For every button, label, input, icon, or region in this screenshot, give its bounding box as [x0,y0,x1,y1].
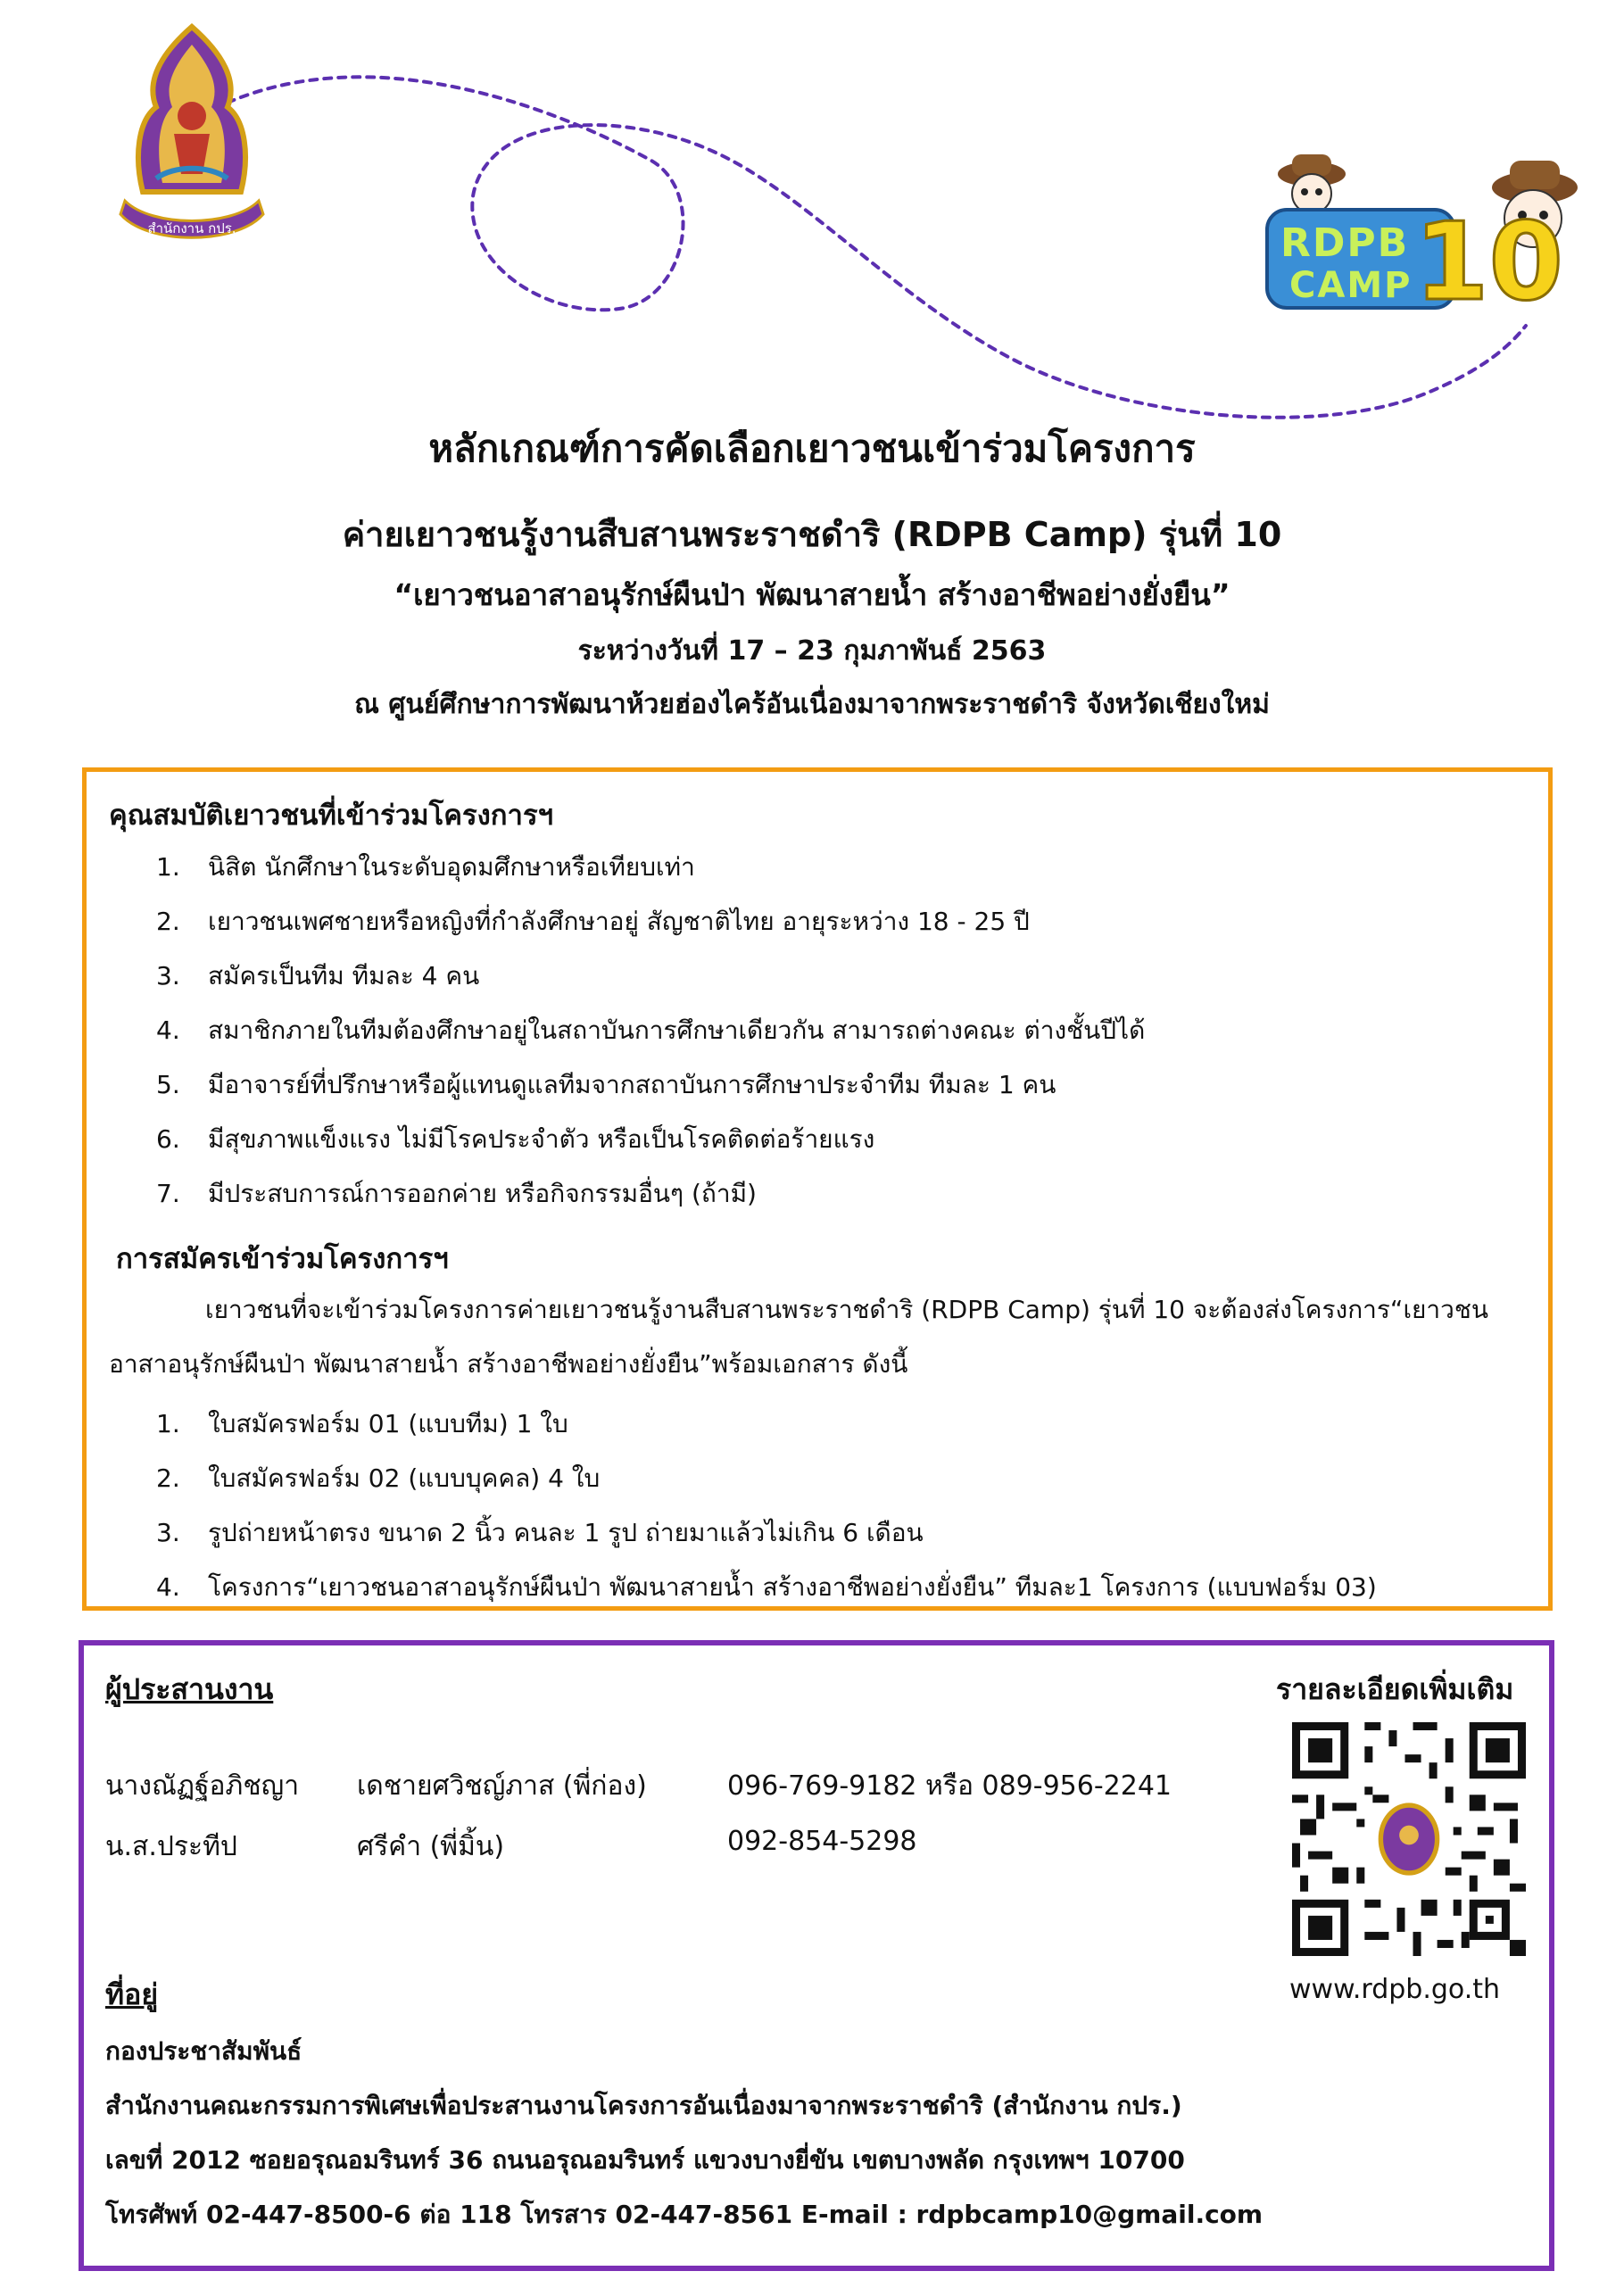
application-paragraph-line1: เยาวชนที่จะเข้าร่วมโครงการค่ายเยาวชนรู้งานสืบสานพระราชดำริ (RDPB Camp) รุ่นที่ 10 จะต้องส่งโครงการ“เยาวชน [205,1295,1489,1324]
camp-subtitle: ค่ายเยาวชนรู้งานสืบสานพระราชดำริ (RDPB Camp) รุ่นที่ 10 [342,515,1282,554]
camp-logo-rdpb: RDPB [1280,220,1410,266]
address-department: กองประชาสัมพันธ์ [105,2036,302,2066]
office-emblem-logo [103,22,281,263]
address-office: สำนักงานคณะกรรมการพิเศษเพื่อประสานงานโครงการอันเนื่องมาจากพระราชดำริ (สำนักงาน กปร.) [105,2091,1182,2120]
camp-theme: “เยาวชนอาสาอนุรักษ์ผืนป่า พัฒนาสายน้ำ สร้างอาชีพอย่างยั่งยืน” [394,577,1230,612]
address-street: เลขที่ 2012 ซอยอรุณอมรินทร์ 36 ถนนอรุณอมรินทร์ แขวงบางยี่ขัน เขตบางพลัด กรุงเทพฯ 10700 [105,2145,1185,2175]
coordinator-name: นางณัฏฐ์อภิชญา [105,1770,300,1802]
application-paragraph-line2: อาสาอนุรักษ์ผืนป่า พัฒนาสายน้ำ สร้างอาชีพอย่างยั่งยืน”พร้อมเอกสาร ดังนี้ [109,1349,908,1379]
page-title: หลักเกณฑ์การคัดเลือกเยาวชนเข้าร่วมโครงการ [428,427,1196,470]
rdpb-camp-logo [1240,138,1597,344]
qualification-item: 7. มีประสบการณ์การออกค่าย หรือกิจกรรมอื่นๆ (ถ้ามี) [156,1179,757,1208]
address-contact[interactable]: โทรศัพท์ 02-447-8500-6 ต่อ 118 โทรสาร 02-447-8561 E-mail : rdpbcamp10@gmail.com [105,2200,1264,2229]
camp-logo-number: 10 [1414,201,1563,325]
application-item: 3. รูปถ่ายหน้าตรง ขนาด 2 นิ้ว คนละ 1 รูป ถ่ายมาแล้วไม่เกิน 6 เดือน [156,1518,924,1547]
application-heading: การสมัครเข้าร่วมโครงการฯ [116,1243,449,1275]
camp-logo-camp: CAMP [1289,265,1413,306]
qualification-item: 4. สมาชิกภายในทีมต้องศึกษาอยู่ในสถาบันการศึกษาเดียวกัน สามารถต่างคณะ ต่างชั้นปีได้ [156,1015,1146,1045]
application-item: 1. ใบสมัครฟอร์ม 01 (แบบทีม) 1 ใบ [156,1409,568,1438]
emblem-caption: สำนักงาน กปร. [147,220,236,236]
qualification-item: 3. สมัครเป็นทีม ทีมละ 4 คน [156,961,480,991]
coordinator-name: น.ส.ประทีป [105,1831,237,1862]
coordinator-surname: เดชายศวิชญ์ภาส (พี่ก่อง) [357,1770,647,1802]
qualification-item: 1. นิสิต นักศึกษาในระดับอุดมศึกษาหรือเทียบเท่า [156,852,695,882]
qualification-item: 5. มีอาจารย์ที่ปรึกษาหรือผู้แทนดูแลทีมจากสถาบันการศึกษาประจำทีม ทีมละ 1 คน [156,1070,1056,1099]
application-item: 2. ใบสมัครฟอร์ม 02 (แบบบุคคล) 4 ใบ [156,1463,601,1493]
coordinator-surname: ศรีคำ (พี่มิ้น) [357,1831,505,1862]
coordinators-heading: ผู้ประสานงาน [105,1672,274,1706]
qr-code-icon[interactable] [1292,1722,1526,1956]
camp-dates: ระหว่างวันที่ 17 – 23 กุมภาพันธ์ 2563 [577,635,1047,667]
qualification-item: 6. มีสุขภาพแข็งแรง ไม่มีโรคประจำตัว หรือเป็นโรคติดต่อร้ายแรง [156,1124,875,1154]
more-info-label: รายละเอียดเพิ่มเติม [1276,1672,1514,1706]
qualification-item: 2. เยาวชนเพศชายหรือหญิงที่กำลังศึกษาอยู่ สัญชาติไทย อายุระหว่าง 18 - 25 ปี [156,907,1030,936]
website-link[interactable]: www.rdpb.go.th [1289,1974,1501,2005]
address-heading: ที่อยู่ [105,1977,159,2011]
application-item: 4. โครงการ“เยาวชนอาสาอนุรักษ์ผืนป่า พัฒนาสายน้ำ สร้างอาชีพอย่างยั่งยืน” ทีมละ1 โครงการ (แบบฟอร์ม 03) [156,1572,1377,1602]
camp-venue: ณ ศูนย์ศึกษาการพัฒนาห้วยฮ่องไคร้อันเนื่องมาจากพระราชดำริ จังหวัดเชียงใหม่ [354,689,1270,720]
qualifications-heading: คุณสมบัติเยาวชนที่เข้าร่วมโครงการฯ [109,800,553,832]
coordinator-phone[interactable]: 092-854-5298 [727,1826,917,1857]
coordinator-phone[interactable]: 096-769-9182 หรือ 089-956-2241 [727,1770,1172,1802]
